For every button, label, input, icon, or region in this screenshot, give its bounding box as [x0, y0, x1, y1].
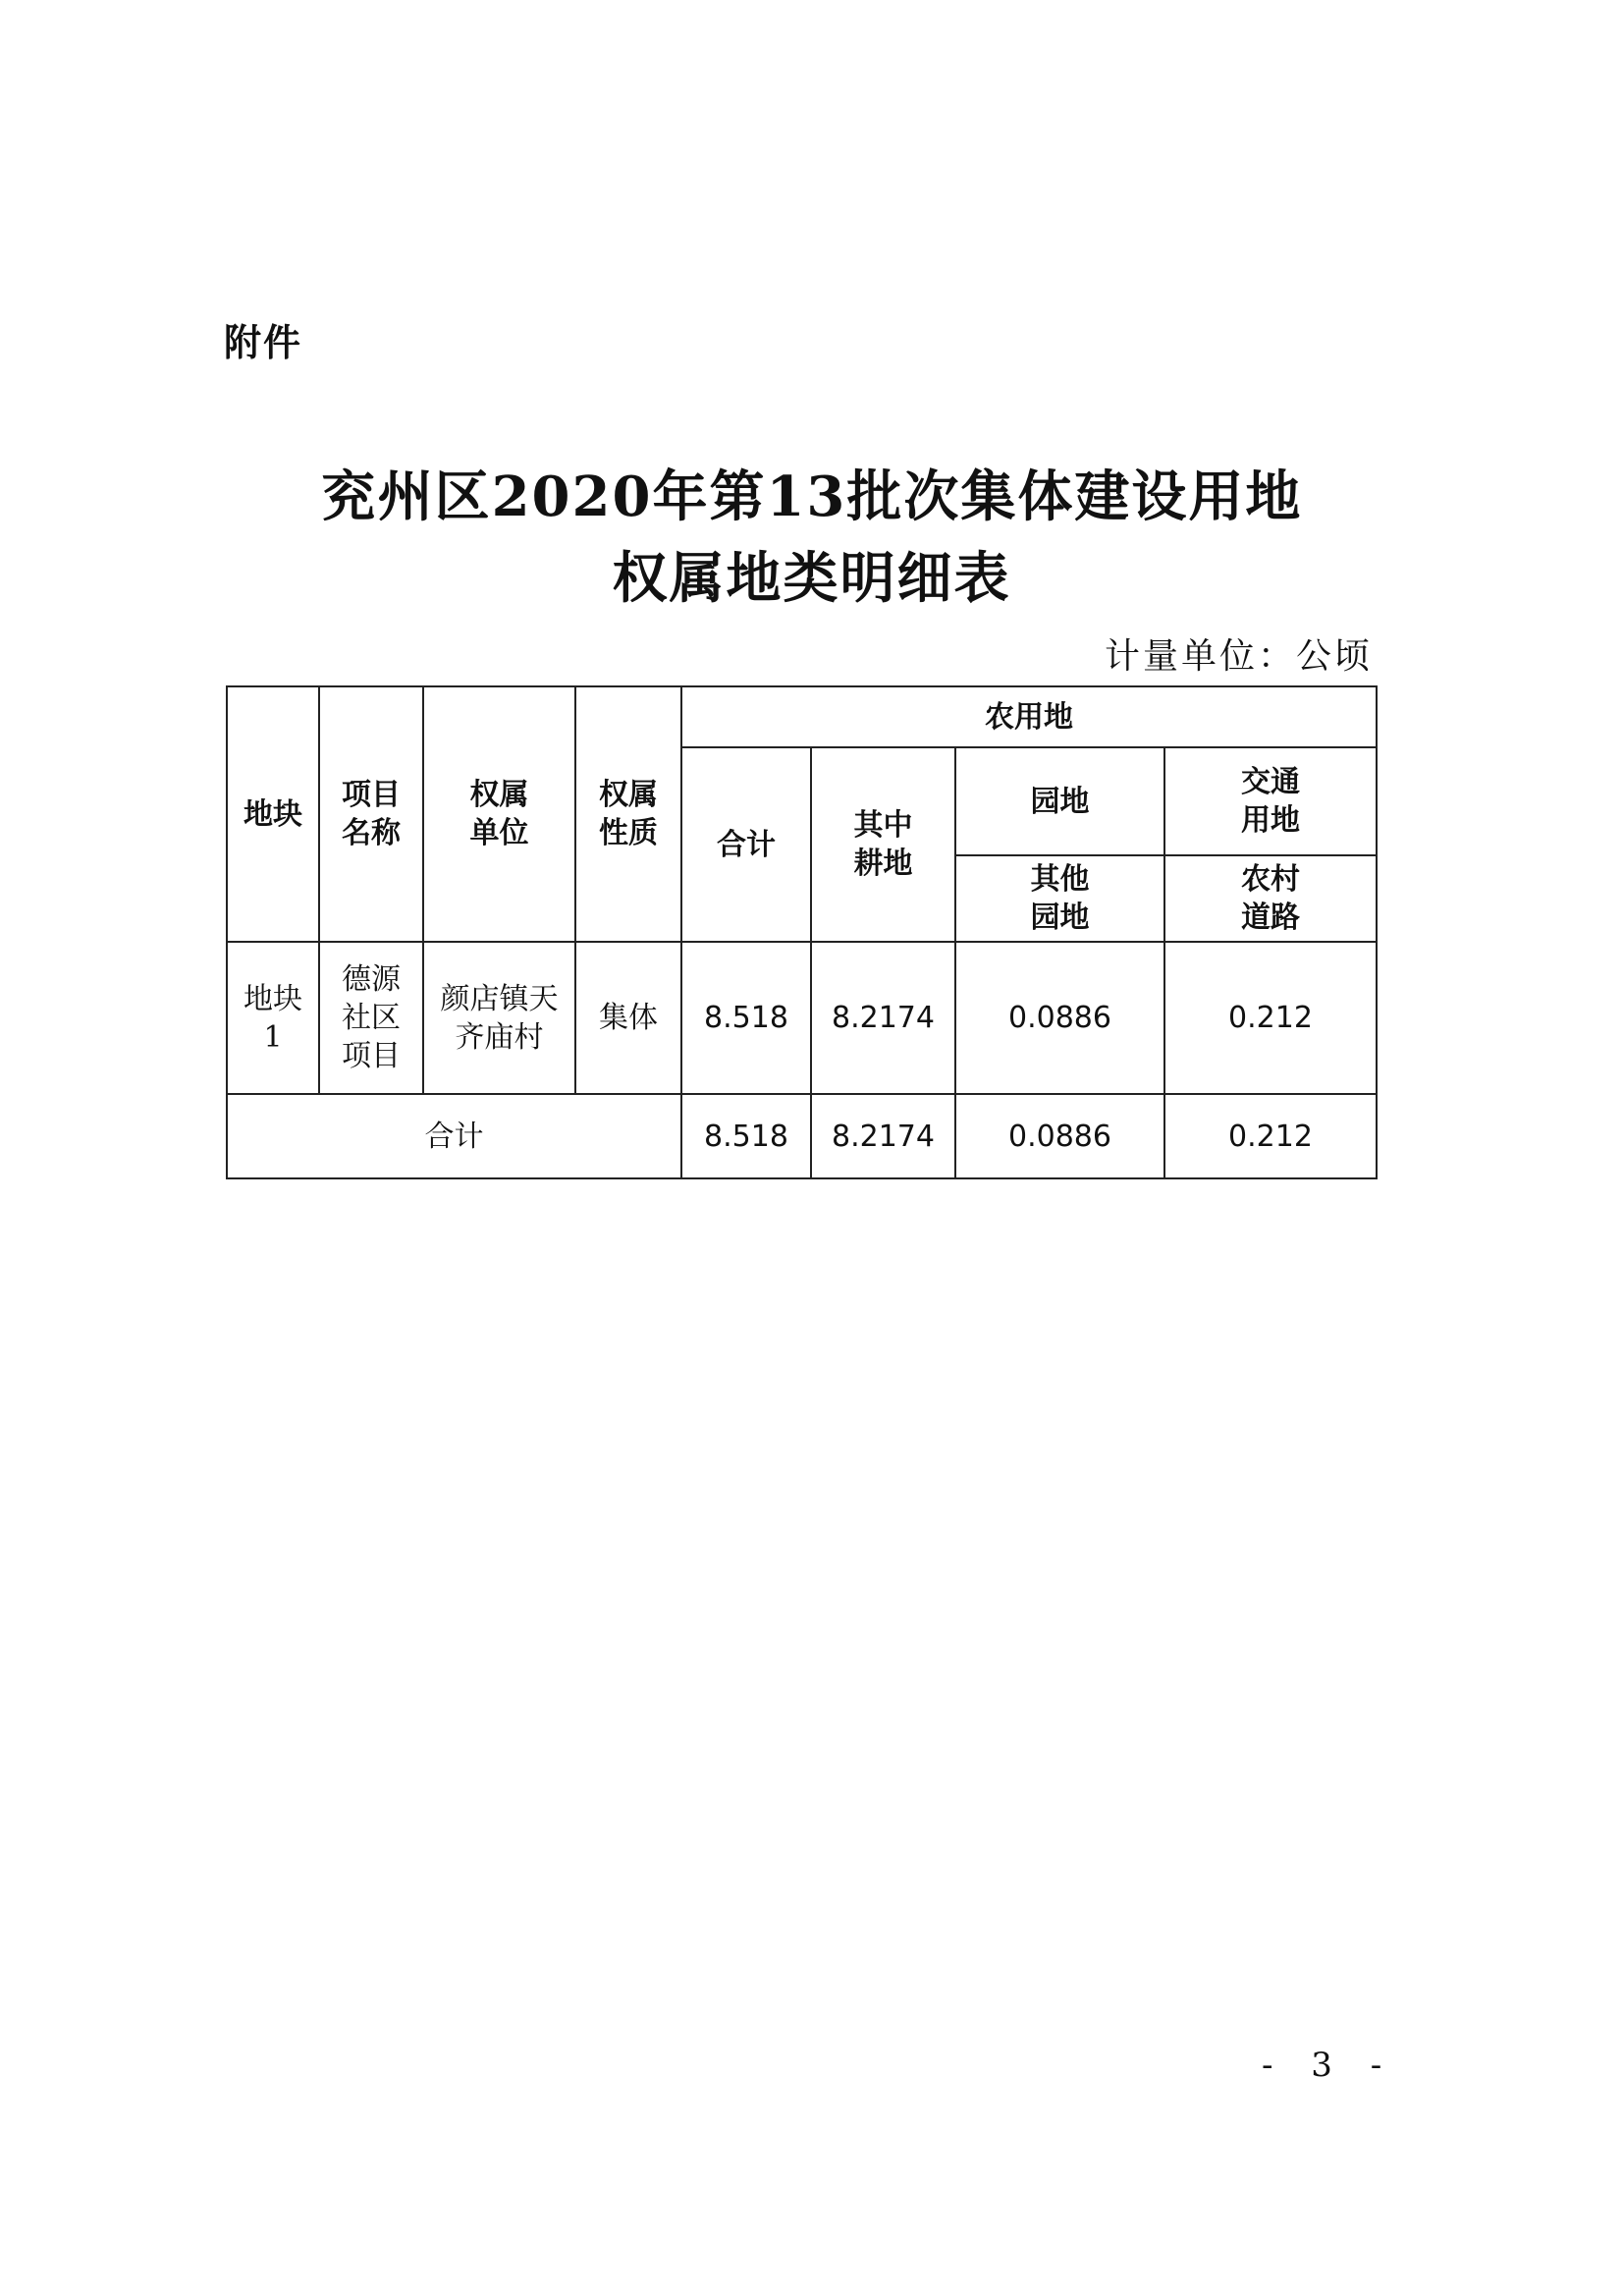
header-owner-unit: 权属单位: [423, 686, 575, 942]
summary-rural-road: 0.212: [1164, 1094, 1377, 1178]
header-total: 合计: [681, 747, 811, 942]
cell-owner-nature: 集体: [575, 942, 681, 1094]
header-garden-land: 园地: [955, 747, 1164, 855]
cell-arable: 8.2174: [811, 942, 955, 1094]
table-row: [227, 942, 1377, 1094]
cell-parcel: 地块1: [227, 942, 319, 1094]
document-title-line-2: 权属地类明细表: [612, 546, 1011, 611]
header-project-name: 项目名称: [319, 686, 423, 942]
cell-total: 8.518: [681, 942, 811, 1094]
header-agricultural-land: 农用地: [681, 686, 1377, 747]
cell-owner-unit: 颜店镇天齐庙村: [423, 942, 575, 1094]
cell-rural-road: 0.212: [1164, 942, 1377, 1094]
header-of-which-arable: 其中耕地: [811, 747, 955, 942]
summary-total: 8.518: [681, 1094, 811, 1178]
document-title-line-1: 兖州区2020年第13批次集体建设用地: [320, 465, 1303, 529]
summary-label: 合计: [227, 1094, 681, 1178]
cell-other-garden: 0.0886: [955, 942, 1164, 1094]
summary-arable: 8.2174: [811, 1094, 955, 1178]
summary-other-garden: 0.0886: [955, 1094, 1164, 1178]
land-detail-table: [226, 685, 1378, 1179]
header-transport-land: 交通用地: [1164, 747, 1377, 855]
header-rural-road: 农村道路: [1164, 855, 1377, 942]
header-owner-nature: 权属性质: [575, 686, 681, 942]
measurement-unit-label: 计量单位：公顷: [1104, 636, 1373, 677]
cell-project-name: 德源社区项目: [319, 942, 423, 1094]
attachment-label: 附件: [224, 321, 303, 364]
header-parcel: 地块: [227, 686, 319, 942]
header-other-garden: 其他园地: [955, 855, 1164, 942]
page-number: - 3 -: [1262, 2046, 1396, 2085]
summary-row: [227, 1094, 1377, 1178]
